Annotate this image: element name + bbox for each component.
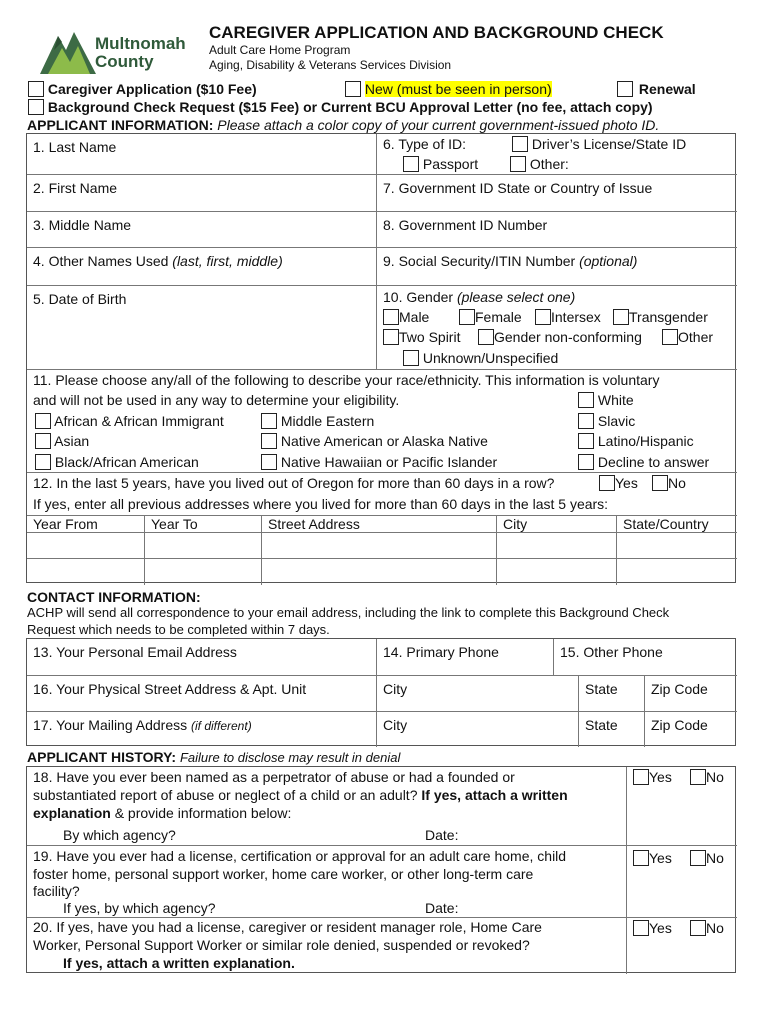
- form-title: CAREGIVER APPLICATION AND BACKGROUND CHECK: [209, 23, 664, 42]
- intersex-label: Intersex: [551, 309, 601, 325]
- native-label: Native American or Alaska Native: [280, 433, 488, 449]
- twospirit-checkbox[interactable]: [383, 329, 399, 345]
- q18-agency-label: By which agency?: [63, 827, 176, 843]
- address-row1-year-from[interactable]: [27, 533, 145, 559]
- gender-twospirit-option[interactable]: [383, 327, 460, 347]
- id-dl-option[interactable]: [512, 134, 686, 154]
- transgender-label: Transgender: [629, 309, 708, 325]
- dl-checkbox[interactable]: [512, 136, 528, 152]
- new-label: New (must be seen in person): [364, 81, 552, 97]
- id-other-option[interactable]: [510, 154, 569, 174]
- q19-line3: facility?: [33, 883, 80, 899]
- mailing-address-note: (if different): [191, 719, 252, 733]
- new-checkbox[interactable]: [345, 81, 361, 97]
- physical-state-label: State: [585, 681, 618, 697]
- slavic-checkbox[interactable]: [578, 413, 594, 429]
- q18-line1: 18. Have you ever been named as a perpetrator of abuse or had a founded or: [33, 769, 515, 785]
- id-state-label: 7. Government ID State or Country of Issue: [383, 180, 653, 196]
- last-name-label: 1. Last Name: [33, 139, 117, 155]
- other-names-label: 4. Other Names Used: [33, 253, 169, 269]
- out-of-state-question: 12. In the last 5 years, have you lived out of Oregon for more than 60 days in a row?: [33, 475, 555, 491]
- hawaiian-checkbox[interactable]: [261, 454, 277, 470]
- state-country-header: State/Country: [617, 516, 737, 533]
- other-phone-field[interactable]: [554, 639, 737, 676]
- race-decline-option[interactable]: [578, 452, 709, 472]
- q19-date-label: Date:: [425, 900, 459, 916]
- physical-zip-label: Zip Code: [651, 681, 708, 697]
- q19-yes-label: Yes: [649, 850, 672, 866]
- applicant-info-note: Please attach a color copy of your current government-issued photo ID.: [217, 117, 660, 133]
- out-of-state-no-checkbox[interactable]: [652, 475, 668, 491]
- intersex-checkbox[interactable]: [535, 309, 551, 325]
- city-header: City: [497, 516, 617, 533]
- contact-note-line1: ACHP will send all correspondence to your email address, including the link to complete this Background Check: [27, 605, 670, 620]
- ssn-field[interactable]: [377, 248, 737, 286]
- mailing-city-field[interactable]: [377, 712, 579, 747]
- q18-date-label: Date:: [425, 827, 459, 843]
- logo-text-line2: County: [95, 52, 154, 71]
- id-type-cell: [377, 134, 737, 175]
- id-type-label: 6. Type of ID:: [383, 136, 467, 152]
- address-row1-city[interactable]: [497, 533, 617, 559]
- logo-text-line1: Multnomah: [95, 34, 186, 53]
- q19-no-label: No: [706, 850, 724, 866]
- race-mideast-option[interactable]: [261, 411, 374, 431]
- male-label: Male: [399, 309, 430, 325]
- race-latino-option[interactable]: [578, 431, 694, 451]
- other-names-field[interactable]: [27, 248, 377, 286]
- applicant-history-header: [27, 747, 400, 768]
- division-name: Aging, Disability & Veterans Services Division: [209, 58, 452, 72]
- african-checkbox[interactable]: [35, 413, 51, 429]
- background-check-checkbox[interactable]: [28, 99, 44, 115]
- first-name-label: 2. First Name: [33, 180, 118, 196]
- first-name-field[interactable]: [27, 175, 377, 212]
- other-phone-label: 15. Other Phone: [560, 644, 663, 660]
- gender-other-checkbox[interactable]: [662, 329, 678, 345]
- question-20-answer: [627, 918, 737, 974]
- race-question-line1: 11. Please choose any/all of the following to describe your race/ethnicity. This information is voluntary: [33, 372, 660, 388]
- other-names-note: (last, first, middle): [172, 253, 283, 269]
- gnc-checkbox[interactable]: [478, 329, 494, 345]
- q19-line1: 19. Have you ever had a license, certification or approval for an adult care home, child: [33, 848, 567, 864]
- q18-line2: [33, 786, 568, 804]
- gender-transgender-option[interactable]: [613, 307, 708, 327]
- mideast-checkbox[interactable]: [261, 413, 277, 429]
- q19-line2: foster home, personal support worker, home care worker, or other long-term care: [33, 866, 534, 882]
- primary-phone-field[interactable]: [377, 639, 554, 676]
- gender-gnc-option[interactable]: [478, 327, 642, 347]
- address-row2-city[interactable]: [497, 559, 617, 585]
- q19-yes-option[interactable]: [633, 848, 672, 868]
- q18-yes-checkbox[interactable]: [633, 769, 649, 785]
- mailing-zip-field[interactable]: [645, 712, 737, 747]
- id-number-label: 8. Government ID Number: [383, 217, 548, 233]
- white-checkbox[interactable]: [578, 392, 594, 408]
- background-check-label: Background Check Request ($15 Fee) or Current BCU Approval Letter (no fee, attach copy): [47, 99, 653, 115]
- q20-yes-label: Yes: [649, 920, 672, 936]
- q20-no-label: No: [706, 920, 724, 936]
- unknown-checkbox[interactable]: [403, 350, 419, 366]
- mountain-logo-icon: [40, 28, 96, 76]
- gender-cell: [377, 286, 737, 370]
- address-row1-street[interactable]: [262, 533, 497, 559]
- gender-other-option[interactable]: [662, 327, 713, 347]
- option-caregiver[interactable]: [28, 79, 257, 99]
- applicant-history-table: [26, 766, 736, 973]
- black-label: Black/African American: [54, 454, 199, 470]
- contact-note-line2: Request which needs to be completed within 7 days.: [27, 622, 330, 637]
- address-row2-year-from[interactable]: [27, 559, 145, 585]
- mailing-zip-label: Zip Code: [651, 717, 708, 733]
- q18-line2-text: substantiated report of abuse or neglect of a child or an adult?: [33, 787, 418, 803]
- gnc-label: Gender non-conforming: [494, 329, 642, 345]
- physical-address-field[interactable]: [27, 676, 377, 712]
- q20-no-option[interactable]: [690, 918, 724, 938]
- mailing-city-label: City: [383, 717, 408, 733]
- q18-no-checkbox[interactable]: [690, 769, 706, 785]
- race-asian-option[interactable]: [35, 431, 89, 451]
- id-other-checkbox[interactable]: [510, 156, 526, 172]
- option-background-check[interactable]: [28, 97, 653, 117]
- out-of-state-no-option[interactable]: [652, 473, 686, 493]
- out-of-state-yes-label: Yes: [615, 475, 638, 491]
- q20-line2: Worker, Personal Support Worker or similar role denied, suspended or revoked?: [33, 937, 530, 953]
- mailing-address-field[interactable]: [27, 712, 377, 747]
- address-row2-year-to[interactable]: [145, 559, 262, 585]
- black-checkbox[interactable]: [35, 454, 51, 470]
- caregiver-checkbox[interactable]: [28, 81, 44, 97]
- latino-label: Latino/Hispanic: [597, 433, 694, 449]
- decline-checkbox[interactable]: [578, 454, 594, 470]
- address-history-table: [27, 515, 737, 584]
- female-label: Female: [475, 309, 522, 325]
- ssn-label: 9. Social Security/ITIN Number: [383, 253, 576, 269]
- physical-city-label: City: [383, 681, 408, 697]
- address-row2-state[interactable]: [617, 559, 737, 585]
- primary-phone-label: 14. Primary Phone: [383, 644, 499, 660]
- q18-line2-bold: If yes, attach a written: [421, 787, 568, 803]
- race-white-option[interactable]: [578, 390, 634, 410]
- q20-yes-checkbox[interactable]: [633, 920, 649, 936]
- q18-line3-bold: explanation: [33, 805, 111, 821]
- q18-no-option[interactable]: [690, 767, 724, 787]
- question-18-answer: [627, 767, 737, 846]
- question-20-cell: [27, 918, 627, 974]
- physical-state-field[interactable]: [579, 676, 645, 712]
- race-black-option[interactable]: [35, 452, 199, 472]
- mailing-address-label: 17. Your Mailing Address: [33, 717, 188, 733]
- question-19-answer: [627, 846, 737, 918]
- gender-male-option[interactable]: [383, 307, 429, 327]
- year-from-header: Year From: [27, 516, 145, 533]
- passport-checkbox[interactable]: [403, 156, 419, 172]
- q18-line3: [33, 804, 291, 822]
- contact-info-table: [26, 638, 736, 746]
- out-of-state-instructions: If yes, enter all previous addresses where you lived for more than 60 days in the last 5 years:: [33, 496, 609, 512]
- option-renewal[interactable]: [617, 79, 696, 99]
- dl-label: Driver’s License/State ID: [531, 136, 687, 152]
- applicant-info-header: [27, 115, 659, 135]
- gender-heading: [383, 287, 575, 307]
- female-checkbox[interactable]: [459, 309, 475, 325]
- unknown-label: Unknown/Unspecified: [422, 350, 559, 366]
- asian-checkbox[interactable]: [35, 433, 51, 449]
- email-field[interactable]: [27, 639, 377, 676]
- applicant-info-table: [26, 133, 736, 583]
- physical-address-label: 16. Your Physical Street Address & Apt. Unit: [33, 681, 307, 697]
- asian-label: Asian: [54, 433, 90, 449]
- physical-city-field[interactable]: [377, 676, 579, 712]
- address-row2-street[interactable]: [262, 559, 497, 585]
- address-row1-state[interactable]: [617, 533, 737, 559]
- last-name-field[interactable]: [27, 134, 377, 175]
- race-native-option[interactable]: [261, 431, 488, 451]
- q19-no-checkbox[interactable]: [690, 850, 706, 866]
- transgender-checkbox[interactable]: [613, 309, 629, 325]
- question-18-cell: [27, 767, 627, 846]
- race-hawaiian-option[interactable]: [261, 452, 497, 472]
- native-checkbox[interactable]: [261, 433, 277, 449]
- county-logo: [40, 26, 190, 78]
- q20-yes-option[interactable]: [633, 918, 672, 938]
- renewal-label: Renewal: [638, 81, 696, 97]
- q19-no-option[interactable]: [690, 848, 724, 868]
- race-african-option[interactable]: [35, 411, 224, 431]
- mailing-state-field[interactable]: [579, 712, 645, 747]
- street-address-header: Street Address: [262, 516, 497, 533]
- race-cell: [27, 370, 737, 473]
- question-19-cell: [27, 846, 627, 918]
- gender-other-label: Other: [678, 329, 714, 345]
- out-of-state-yes-option[interactable]: [599, 473, 638, 493]
- race-question-line2: and will not be used in any way to determine your eligibility.: [33, 392, 400, 408]
- q19-agency-label: If yes, by which agency?: [63, 900, 216, 916]
- white-label: White: [597, 392, 634, 408]
- gender-intersex-option[interactable]: [535, 307, 601, 327]
- caregiver-label: Caregiver Application ($10 Fee): [47, 81, 257, 97]
- gender-female-option[interactable]: [459, 307, 522, 327]
- q18-yes-label: Yes: [649, 769, 672, 785]
- email-label: 13. Your Personal Email Address: [33, 644, 237, 660]
- dob-label: 5. Date of Birth: [33, 291, 127, 307]
- q19-yes-checkbox[interactable]: [633, 850, 649, 866]
- contact-info-heading: CONTACT INFORMATION:: [27, 589, 201, 605]
- q20-no-checkbox[interactable]: [690, 920, 706, 936]
- slavic-label: Slavic: [597, 413, 636, 429]
- physical-zip-field[interactable]: [645, 676, 737, 712]
- q18-no-label: No: [706, 769, 724, 785]
- middle-name-field[interactable]: [27, 212, 377, 248]
- option-new[interactable]: [345, 79, 552, 99]
- twospirit-label: Two Spirit: [399, 329, 461, 345]
- gender-note: (please select one): [456, 289, 576, 305]
- address-row1-year-to[interactable]: [145, 533, 262, 559]
- id-number-field[interactable]: [377, 212, 737, 248]
- dob-field[interactable]: [27, 286, 377, 370]
- passport-label: Passport: [422, 156, 479, 172]
- applicant-info-heading: APPLICANT INFORMATION:: [27, 117, 214, 133]
- gender-unknown-option[interactable]: [403, 348, 558, 368]
- decline-label: Decline to answer: [597, 454, 710, 470]
- mailing-state-label: State: [585, 717, 618, 733]
- middle-name-label: 3. Middle Name: [33, 217, 132, 233]
- q20-line3: If yes, attach a written explanation.: [63, 955, 295, 971]
- applicant-history-note: Failure to disclose may result in denial: [179, 750, 401, 765]
- male-checkbox[interactable]: [383, 309, 399, 325]
- out-of-state-cell: [27, 473, 737, 515]
- latino-checkbox[interactable]: [578, 433, 594, 449]
- id-state-field[interactable]: [377, 175, 737, 212]
- ssn-note: (optional): [579, 253, 638, 269]
- out-of-state-no-label: No: [668, 475, 686, 491]
- q18-line3-text: & provide information below:: [114, 805, 292, 821]
- out-of-state-yes-checkbox[interactable]: [599, 475, 615, 491]
- id-passport-option[interactable]: [403, 154, 478, 174]
- q20-line1: 20. If yes, have you had a license, caregiver or resident manager role, Home Care: [33, 919, 542, 935]
- q18-yes-option[interactable]: [633, 767, 672, 787]
- applicant-history-heading: APPLICANT HISTORY:: [27, 749, 177, 765]
- program-name: Adult Care Home Program: [209, 43, 351, 57]
- race-slavic-option[interactable]: [578, 411, 635, 431]
- mideast-label: Middle Eastern: [280, 413, 375, 429]
- renewal-checkbox[interactable]: [617, 81, 633, 97]
- gender-label: 10. Gender: [383, 289, 454, 305]
- id-other-label: Other:: [529, 156, 569, 172]
- african-label: African & African Immigrant: [54, 413, 224, 429]
- hawaiian-label: Native Hawaiian or Pacific Islander: [280, 454, 498, 470]
- year-to-header: Year To: [145, 516, 262, 533]
